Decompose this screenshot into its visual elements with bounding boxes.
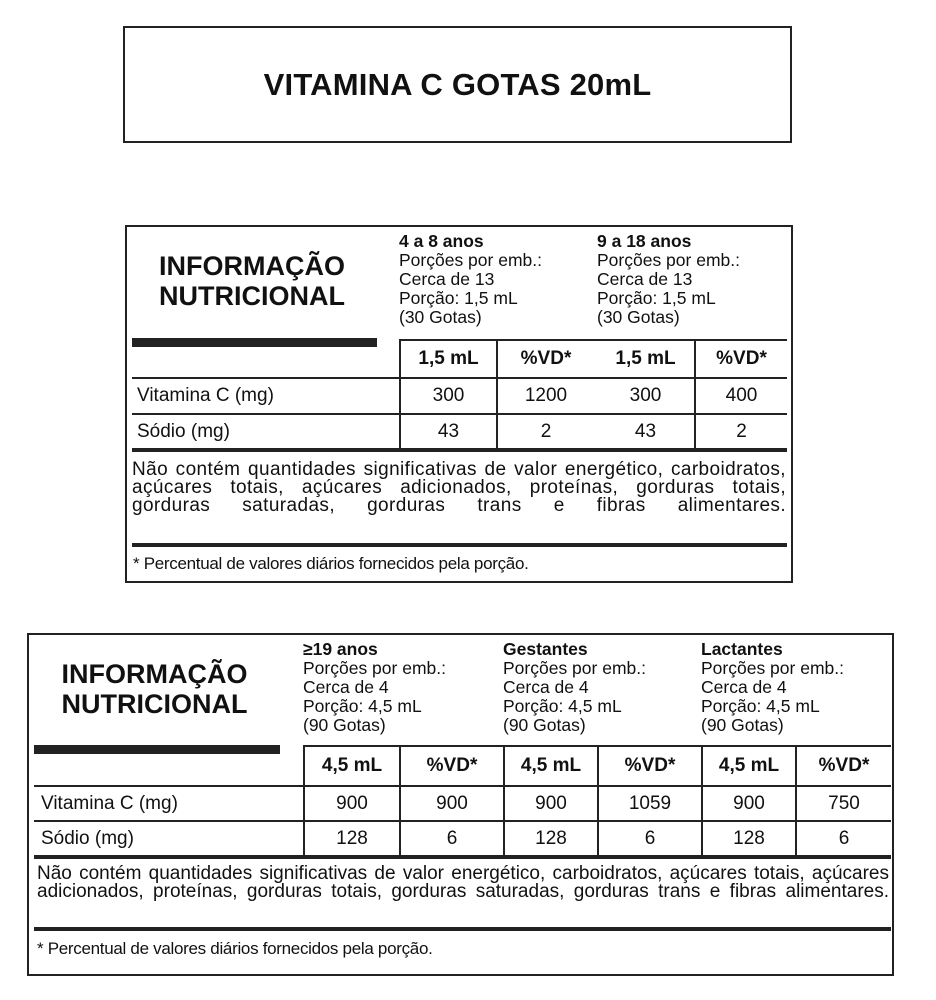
group-drops: (90 Gotas) — [701, 715, 784, 735]
table-cell: 300 — [629, 385, 662, 406]
rule — [34, 927, 891, 931]
nutrition-heading — [32, 659, 277, 719]
rule — [34, 855, 891, 859]
table-cell: 128 — [733, 827, 765, 849]
table-cell: 900 — [336, 792, 368, 814]
footnote: * Percentual de valores diários fornecidos pela porção. — [133, 554, 529, 573]
group-header-lactantes — [701, 640, 844, 735]
row-label-sodium: Sódio (mg) — [41, 827, 134, 849]
product-title-box — [123, 26, 792, 143]
group-servings-label: Porções por emb.: — [303, 658, 446, 678]
group-drops: (90 Gotas) — [503, 715, 586, 735]
group-name: 9 a 18 anos — [597, 231, 692, 251]
table-cell: 900 — [436, 792, 468, 814]
table-cell: 43 — [634, 420, 657, 442]
nutrition-table-2 — [27, 633, 894, 976]
table-cell: 128 — [535, 827, 567, 849]
heading-line-2: NUTRICIONAL — [61, 689, 248, 719]
table-cell: 6 — [644, 827, 656, 849]
table-cell: 1059 — [628, 792, 672, 814]
group-drops: (90 Gotas) — [303, 715, 386, 735]
group-servings-value: Cerca de 4 — [701, 677, 787, 697]
rule — [132, 448, 787, 452]
group-header-4-8 — [399, 232, 542, 327]
col-header-vd: %VD* — [426, 755, 478, 776]
nutrition-table-1 — [125, 225, 793, 583]
group-servings-label: Porções por emb.: — [597, 250, 740, 270]
table-cell: 900 — [535, 792, 567, 814]
group-portion: Porção: 4,5 mL — [701, 696, 820, 716]
col-header-vd: %VD* — [520, 348, 572, 369]
group-servings-value: Cerca de 4 — [503, 677, 589, 697]
table-cell: 2 — [736, 420, 747, 442]
table-cell: 1200 — [524, 385, 568, 406]
nutrition-note: Não contém quantidades significativas de valor energético, carboidratos, açúcares totais, açúcares adicionados, proteínas, gorduras totais, gorduras saturadas, gorduras trans e fibras alimentares. — [132, 459, 786, 516]
col-header-vd: %VD* — [716, 348, 767, 369]
heading-line-1: INFORMAÇÃO — [61, 659, 248, 689]
group-drops: (30 Gotas) — [399, 307, 482, 327]
nutrition-heading — [132, 251, 372, 311]
table-cell: 128 — [336, 827, 368, 849]
col-header-portion: 1,5 mL — [418, 348, 479, 369]
group-portion: Porção: 4,5 mL — [303, 696, 422, 716]
product-title: VITAMINA C GOTAS 20mL — [263, 66, 652, 102]
col-header-portion: 4,5 mL — [718, 755, 780, 776]
col-header-portion: 4,5 mL — [321, 755, 383, 776]
group-servings-value: Cerca de 13 — [597, 269, 693, 289]
col-header-vd: %VD* — [624, 755, 676, 776]
heading-bar — [132, 338, 377, 347]
group-servings-label: Porções por emb.: — [701, 658, 844, 678]
group-header-19-plus — [303, 640, 446, 735]
group-name: 4 a 8 anos — [399, 231, 484, 251]
group-drops: (30 Gotas) — [597, 307, 680, 327]
table-cell: 900 — [733, 792, 765, 814]
table-cell: 2 — [540, 420, 552, 442]
table-cell: 300 — [432, 385, 465, 406]
nutrition-note: Não contém quantidades significativas de valor energético, carboidratos, açúcares totais, açúcares adicionados, proteínas, gorduras totais, gorduras saturadas, gorduras trans e fibras alimentares. — [37, 863, 889, 902]
rule — [132, 543, 787, 547]
col-header-vd: %VD* — [818, 755, 870, 776]
table-cell: 6 — [446, 827, 458, 849]
table-cell: 400 — [725, 385, 758, 406]
group-portion: Porção: 1,5 mL — [399, 288, 518, 308]
group-header-gestantes — [503, 640, 646, 735]
footnote: * Percentual de valores diários fornecidos pela porção. — [37, 939, 433, 958]
group-servings-value: Cerca de 13 — [399, 269, 495, 289]
heading-bar — [34, 745, 280, 754]
row-label-vitamin-c: Vitamina C (mg) — [41, 792, 178, 814]
row-label-vitamin-c: Vitamina C (mg) — [137, 385, 274, 406]
col-header-portion: 1,5 mL — [615, 348, 676, 369]
table-cell: 6 — [838, 827, 850, 849]
group-servings-value: Cerca de 4 — [303, 677, 389, 697]
group-portion: Porção: 4,5 mL — [503, 696, 622, 716]
group-portion: Porção: 1,5 mL — [597, 288, 716, 308]
group-name: Gestantes — [503, 639, 588, 659]
row-label-sodium: Sódio (mg) — [137, 420, 230, 442]
group-servings-label: Porções por emb.: — [503, 658, 646, 678]
group-servings-label: Porções por emb.: — [399, 250, 542, 270]
heading-line-1: INFORMAÇÃO — [159, 251, 345, 281]
heading-line-2: NUTRICIONAL — [159, 281, 345, 311]
group-header-9-18 — [597, 232, 740, 327]
col-header-portion: 4,5 mL — [520, 755, 582, 776]
table-cell: 43 — [437, 420, 460, 442]
group-name: Lactantes — [701, 639, 783, 659]
group-name: ≥19 anos — [303, 639, 378, 659]
table-cell: 750 — [828, 792, 860, 814]
